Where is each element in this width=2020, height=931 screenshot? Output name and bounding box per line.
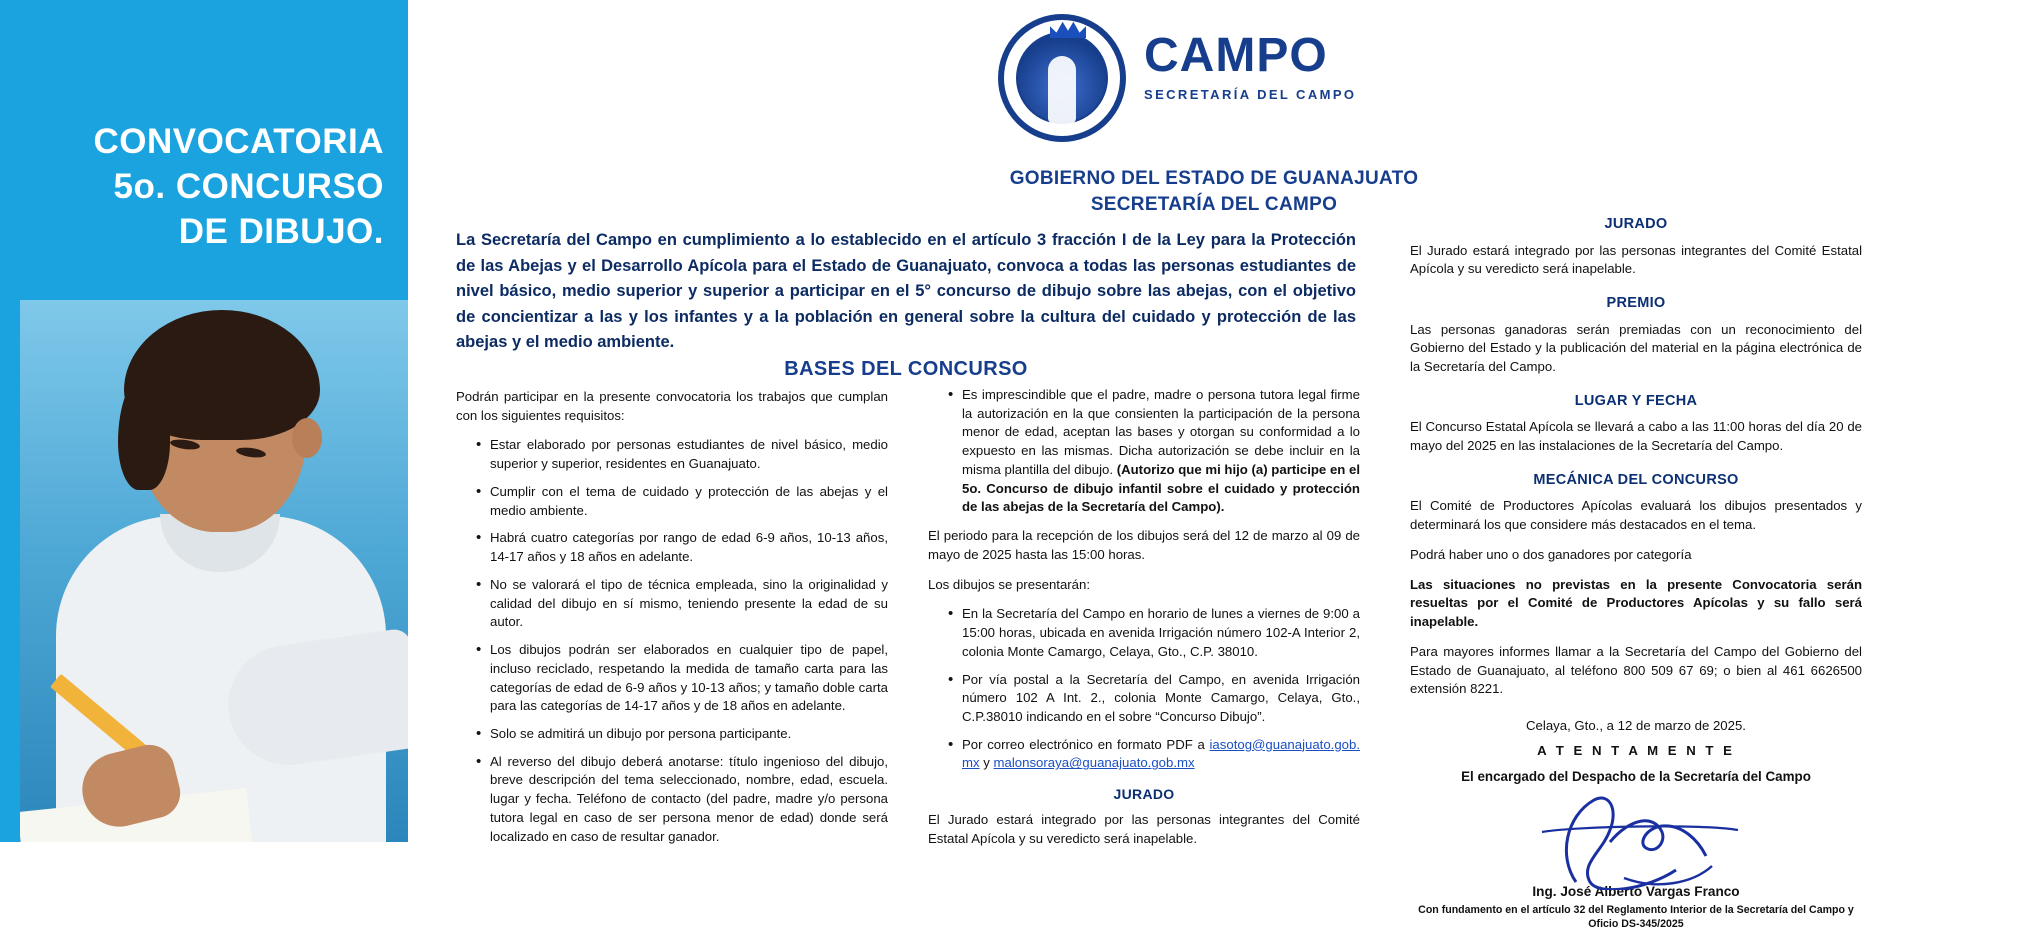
signature-footnote: Con fundamento en el artículo 32 del Reglamento Interior de la Secretaría del Campo y Oficio DS-345/2025 xyxy=(1418,903,1854,931)
jury-text: El Jurado estará integrado por las personas integrantes del Comité Estatal Apícola y su veredicto será inapelable. xyxy=(1410,242,1862,277)
government-seal-icon xyxy=(998,14,1126,142)
jury-heading-b: JURADO xyxy=(1113,786,1175,803)
list-item: • Los dibujos podrán ser elaborados en cualquier tipo de papel, incluso reciclado, respetando la medida de tamaño carta para las categorías de edad de 6-9 años y 10-13 años; y tamaño doble carta para las categorías de 14-17 años y de 18 años en adelante. xyxy=(476,641,888,716)
requirements-lead: Podrán participar en la presente convocatoria los trabajos que cumplan con los siguientes requisitos: xyxy=(456,389,888,423)
authorization-list xyxy=(928,386,1360,517)
list-item: • Habrá cuatro categorías por rango de edad 6-9 años, 10-13 años, 14-17 años y 18 años en adelante. xyxy=(476,529,888,566)
column-requirements xyxy=(456,388,888,856)
requirements-list xyxy=(456,436,888,846)
submission-lead: Los dibujos se presentarán: xyxy=(928,576,1091,592)
government-line: GOBIERNO DEL ESTADO DE GUANAJUATO xyxy=(1009,168,1419,189)
column-submission xyxy=(928,380,1360,860)
list-item: • No se valorará el tipo de técnica empleada, sino la originalidad y calidad del dibujo en sí mismo, teniendo presente la edad de su autor. xyxy=(476,576,888,632)
bases-heading: BASES DEL CONCURSO xyxy=(784,358,1028,380)
brand-name: CAMPO xyxy=(1144,29,1328,82)
email-join-word: y xyxy=(983,755,990,771)
email-link-2[interactable]: malonsoraya@guanajuato.gob.mx xyxy=(993,755,1195,771)
list-item: • Cumplir con el tema de cuidado y protección de las abejas y el medio ambiente. xyxy=(476,483,888,520)
poster-title-line-2: 5o. CONCURSO xyxy=(113,166,384,206)
signatory-role: El encargado del Despacho de la Secretaría del Campo xyxy=(1461,768,1811,784)
list-item xyxy=(948,386,1360,517)
list-item xyxy=(948,736,1360,773)
place-date-text: El Concurso Estatal Apícola se llevará a cabo a las 11:00 horas del día 20 de mayo del 2025 en las instalaciones de la Secretaría del Campo. xyxy=(1410,419,1862,454)
brand-subtitle: SECRETARÍA DEL CAMPO xyxy=(1144,87,1357,102)
mechanics-heading: MECÁNICA DEL CONCURSO xyxy=(1533,471,1739,488)
contact-info-text: Para mayores informes llamar a la Secretaría del Campo del Gobierno del Estado de Guanajuato, al teléfono 800 509 67 69; o bien al 461 6626500 extensión 8221. xyxy=(1410,643,1862,697)
poster-title-line-1: CONVOCATORIA xyxy=(93,122,384,161)
mechanics-text-2: Podrá haber uno o dos ganadores por categoría xyxy=(1410,546,1692,562)
column-prize-and-signature xyxy=(1410,200,1862,931)
photo-ear xyxy=(292,418,322,458)
list-item: • Estar elaborado por personas estudiantes de nivel básico, medio superior y superior, residentes en Guanajuato. xyxy=(476,436,888,473)
reception-period: El periodo para la recepción de los dibujos será del 12 de marzo al 09 de mayo de 2025 hasta las 15:00 horas. xyxy=(928,528,1360,562)
crown-icon xyxy=(1050,20,1086,38)
prize-heading: PREMIO xyxy=(1606,295,1666,312)
handwritten-signature-icon xyxy=(1410,790,1862,882)
email-link-1[interactable]: iasotog@guanajuato.gob.mx xyxy=(962,736,1361,771)
email-bullet-prefix: Por correo electrónico en formato PDF a xyxy=(962,736,1205,752)
atentamente-label: A T E N T A M E N T E xyxy=(1537,742,1735,758)
list-item: • Al reverso del dibujo deberá anotarse: título ingenioso del dibujo, breve descripción del tema seleccionado, nombre, edad, escuela. lugar y fecha. Teléfono de contacto (del padre, madre y/o persona tutora legal en caso de ser persona menor de edad) donde será localizado en caso de resultar ganador. xyxy=(476,753,888,847)
list-item: • Solo se admitirá un dibujo por persona participante. xyxy=(476,725,888,744)
submission-list xyxy=(928,605,1360,773)
list-item: • En la Secretaría del Campo en horario de lunes a viernes de 9:00 a 15:00 horas, ubicada en avenida Irrigación número 102-A Interior 2, colonia Monte Camargo, Celaya, Gto., C.P. 38010. xyxy=(948,605,1360,661)
signatory-name: Ing. José Alberto Vargas Franco xyxy=(1532,883,1740,899)
secretariat-line: SECRETARÍA DEL CAMPO xyxy=(1090,194,1338,215)
campo-logo xyxy=(998,8,1428,148)
brand-text-block xyxy=(1144,29,1357,102)
authorization-text: Es imprescindible que el padre, madre o persona tutora legal firme la autorización en la que consienten la participación de la persona menor de edad, aceptan las bases y otorgan su conformidad a lo expuesto en las mismas. Dicha autorización se debe incluir en la misma plantilla del dibujo. xyxy=(962,387,1360,477)
mechanics-text-1: El Comité de Productores Apícolas evaluará los dibujos presentados y determinará los que considere más destacados en el tema. xyxy=(1410,498,1862,533)
jury-heading: JURADO xyxy=(1604,216,1668,232)
intro-paragraph: La Secretaría del Campo en cumplimiento a lo establecido en el artículo 3 fracción I de la Ley para la Protección de las Abejas y el Desarrollo Apícola para el Estado de Guanajuato, convoca a todas las personas estudiantes de nivel básico, medio superior y superior a participar en el 5° concurso de dibujo sobre las abejas, con el objetivo de concientizar a las y los infantes y a la población en general sobre la cultura del cuidado y protección de las abejas y el medio ambiente. xyxy=(456,231,1356,352)
poster-title-line-3: DE DIBUJO. xyxy=(178,211,384,251)
list-item: • Por vía postal a la Secretaría del Campo, en avenida Irrigación número 102 A Int. 2., colonia Monte Camargo, Celaya, Gto., C.P.38010 indicando en el sobre “Concurso Dibujo”. xyxy=(948,671,1360,727)
signature-city-date: Celaya, Gto., a 12 de marzo de 2025. xyxy=(1526,718,1746,734)
seal-figure-shape xyxy=(1048,56,1076,124)
left-banner-panel xyxy=(0,0,408,842)
jury-text-b: El Jurado estará integrado por las personas integrantes del Comité Estatal Apícola y su veredicto será inapelable. xyxy=(928,812,1360,846)
prize-text: Las personas ganadoras serán premiadas con un reconocimiento del Gobierno del Estado y la publicación del material en la página electrónica de la Secretaría del Campo. xyxy=(1410,321,1862,375)
document-body xyxy=(408,0,2020,931)
authorization-bold-text: (Autorizo que mi hijo (a) participe en el 5o. Concurso de dibujo infantil sobre el cuidado y protección de las abejas de la Secretaría del Campo). xyxy=(962,461,1360,515)
signature-block xyxy=(1410,717,1862,931)
poster-title xyxy=(44,120,384,254)
place-date-heading: LUGAR Y FECHA xyxy=(1574,392,1698,409)
mechanics-bold-text: Las situaciones no previstas en la presente Convocatoria serán resueltas por el Comité de Productores Apícolas y su fallo será inapelable. xyxy=(1410,576,1862,630)
child-drawing-photo xyxy=(20,300,408,842)
